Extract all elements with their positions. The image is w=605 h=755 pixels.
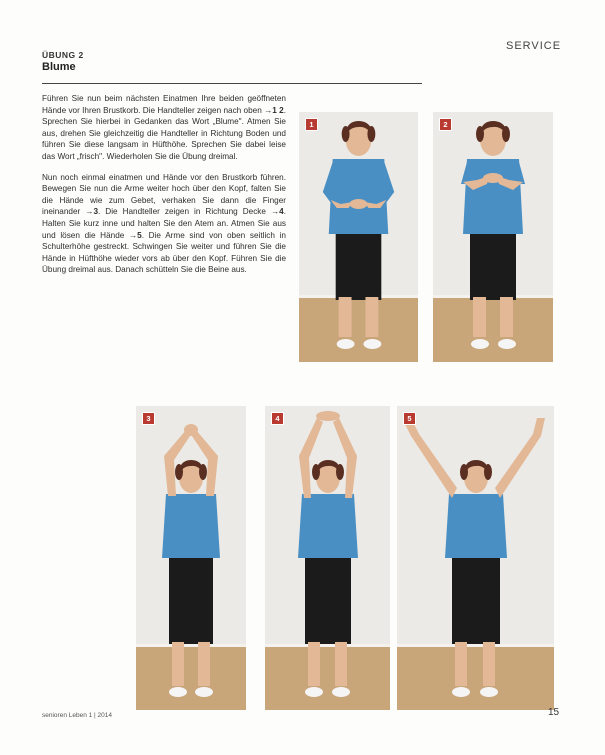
person-figure-4: [265, 406, 390, 710]
p2-photo-ref-4: →4: [265, 207, 284, 217]
photo-step-3: [136, 406, 246, 710]
article-body: [42, 93, 286, 285]
p2-text-a: Nun noch einmal einatmen und Hände vor den Brustkorb führen. Bewegen Sie nun die Arme weiter hoch über den Kopf, falten Sie die Hände wie zum Gebet, verhaken Sie dann die Finger ineinander: [42, 172, 286, 217]
p1-text-b: . Sprechen Sie hierbei in Gedanken das Wort „Blume". Atmen Sie aus, drehen Sie gleichzeitig die Handteller in Richtung Boden und führen Sie diese langsam in Hüfthöhe. Sprechen Sie dabei leise das Wort „frisch". Wiederholen Sie die Übung dreimal.: [42, 105, 286, 161]
photo-step-1: [299, 112, 418, 362]
p1-photo-ref: →1 2: [261, 105, 284, 115]
p2-text-b: . Die Handteller zeigen in Richtung Decke: [98, 207, 266, 217]
p2-text-c: . Halten Sie kurz inne und halten Sie den Atem an. Atmen Sie aus und lösen die Hände: [42, 207, 286, 240]
magazine-footer: senioren Leben 1 | 2014: [42, 712, 112, 719]
title-divider: [42, 83, 422, 84]
exercise-title: Blume: [42, 61, 76, 73]
person-figure-2: [433, 112, 553, 362]
person-figure-5: [397, 406, 554, 710]
p2-photo-ref-5: →5: [124, 230, 142, 240]
page-number: 15: [548, 707, 560, 718]
step-badge-3: 3: [142, 412, 155, 425]
step-badge-4: 4: [271, 412, 284, 425]
p1-text-a: Führen Sie nun beim nächsten Einatmen Ihre beiden geöffneten Hände vor Ihren Brustkorb. Die Handteller zeigen nach oben: [42, 94, 286, 115]
paragraph-1: [42, 93, 286, 163]
photo-step-5: [397, 406, 554, 710]
exercise-kicker: ÜBUNG 2: [42, 50, 84, 60]
paragraph-2: [42, 172, 286, 276]
section-label: SERVICE: [506, 40, 562, 52]
photo-step-2: [433, 112, 553, 362]
photo-step-4: [265, 406, 390, 710]
p2-photo-ref-3: →3: [80, 207, 98, 217]
step-badge-1: 1: [305, 118, 318, 131]
p2-text-d: . Die Arme sind von oben seitlich in Schulterhöhe gestreckt. Schwingen Sie weiter und führen Sie die Hände in Hüfthöhe wieder vors ab über den Kopf. Führen Sie die Übung dreimal aus. Danach schütteln Sie die Beine aus.: [42, 230, 286, 275]
step-badge-2: 2: [439, 118, 452, 131]
person-figure-1: [299, 112, 418, 362]
person-figure-3: [136, 406, 246, 710]
step-badge-5: 5: [403, 412, 416, 425]
